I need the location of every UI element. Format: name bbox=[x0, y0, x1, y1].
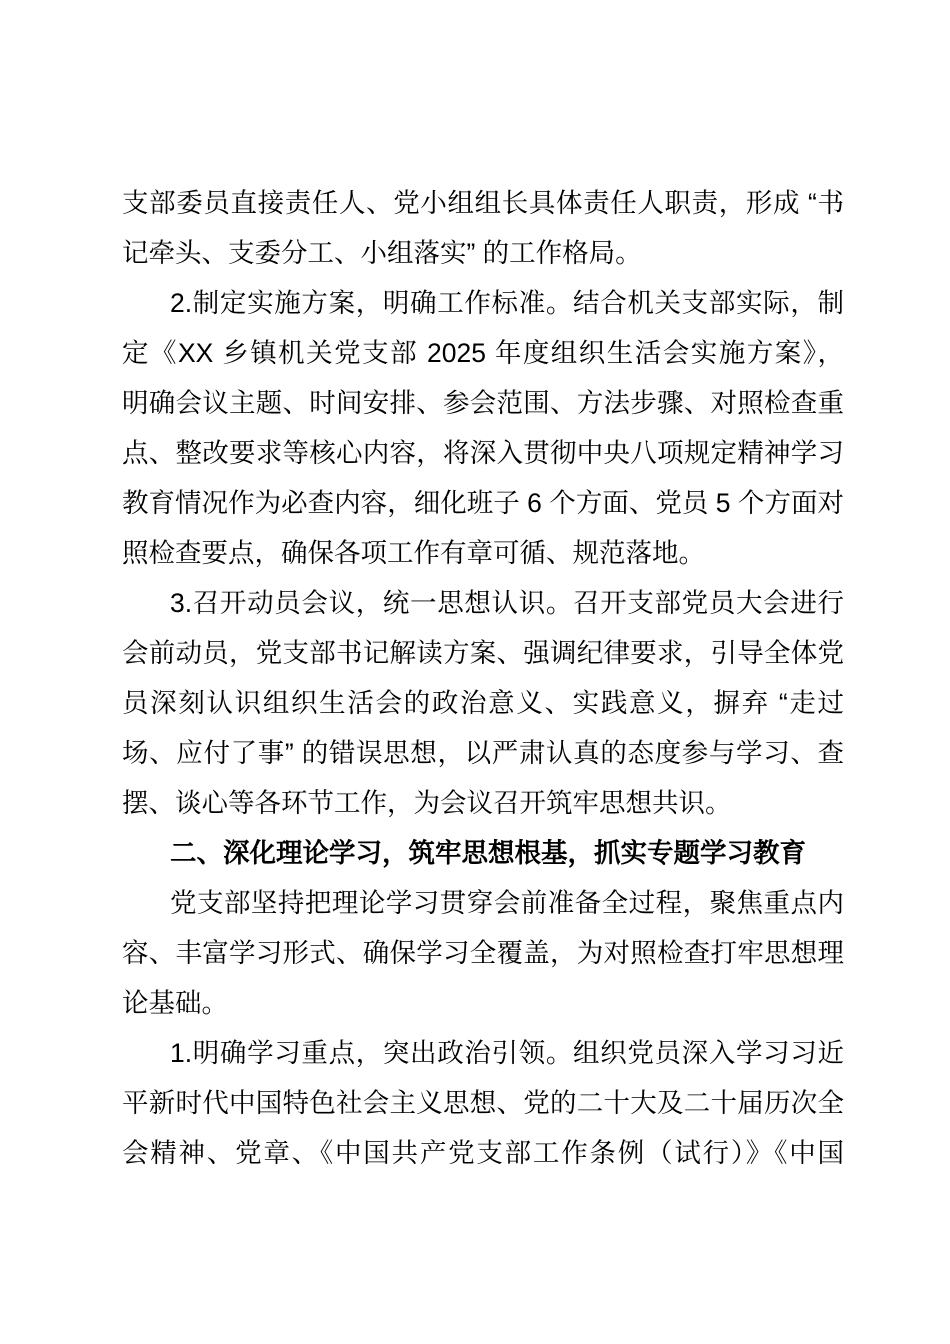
text-line: 照检查要点，确保各项工作有章可循、规范落地。 bbox=[122, 538, 705, 568]
text-line: 3.召开动员会议，统一思想认识。召开支部党员大会进行 bbox=[170, 588, 844, 618]
text-line: 会精神、党章、《中国共产党支部工作条例（试行）》《中国 bbox=[122, 1138, 844, 1168]
document-text-block bbox=[122, 178, 844, 1178]
text-line: 定《XX 乡镇机关党支部 2025 年度组织生活会实施方案》， bbox=[122, 338, 844, 368]
text-line: 2.制定实施方案，明确工作标准。结合机关支部实际，制 bbox=[170, 288, 844, 318]
text-line: 场、应付了事” 的错误思想，以严肃认真的态度参与学习、查 bbox=[122, 738, 844, 768]
text-line: 论基础。 bbox=[122, 988, 228, 1018]
text-line: 1.明确学习重点，突出政治引领。组织党员深入学习习近 bbox=[170, 1038, 844, 1068]
text-line: 教育情况作为必查内容，细化班子 6 个方面、党员 5 个方面对 bbox=[122, 488, 844, 518]
text-line: 党支部坚持把理论学习贯穿会前准备全过程，聚焦重点内 bbox=[170, 888, 844, 918]
text-line: 点、整改要求等核心内容，将深入贯彻中央八项规定精神学习 bbox=[122, 438, 844, 468]
text-line: 摆、谈心等各环节工作，为会议召开筑牢思想共识。 bbox=[122, 788, 732, 818]
section-heading-line: 二、深化理论学习，筑牢思想根基，抓实专题学习教育 bbox=[170, 838, 806, 868]
text-line: 容、丰富学习形式、确保学习全覆盖，为对照检查打牢思想理 bbox=[122, 938, 844, 968]
text-line: 支部委员直接责任人、党小组组长具体责任人职责，形成 “书 bbox=[122, 188, 844, 218]
text-line: 记牵头、支委分工、小组落实” 的工作格局。 bbox=[122, 238, 642, 268]
text-line: 员深刻认识组织生活会的政治意义、实践意义，摒弃 “走过 bbox=[122, 688, 844, 718]
text-line: 明确会议主题、时间安排、参会范围、方法步骤、对照检查重 bbox=[122, 388, 844, 418]
text-line: 平新时代中国特色社会主义思想、党的二十大及二十届历次全 bbox=[122, 1088, 844, 1118]
text-line: 会前动员，党支部书记解读方案、强调纪律要求，引导全体党 bbox=[122, 638, 844, 668]
